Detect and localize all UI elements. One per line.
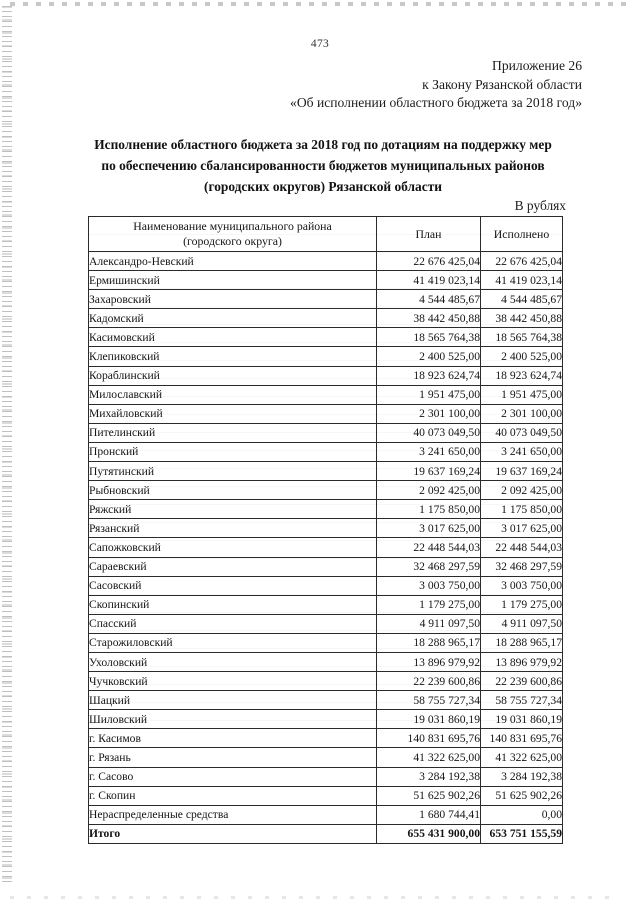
table-row — [89, 366, 563, 385]
table-row — [89, 576, 563, 595]
cell-plan-amount: 2 092 425,00 — [377, 481, 481, 500]
cell-municipality-name: Чучковский — [89, 672, 377, 691]
cell-municipality-name: Кораблинский — [89, 366, 377, 385]
table-row — [89, 786, 563, 805]
cell-municipality-name: Сараевский — [89, 557, 377, 576]
cell-total-label: Итого — [89, 824, 377, 843]
cell-municipality-name: Милославский — [89, 385, 377, 404]
table-row — [89, 442, 563, 461]
cell-plan-amount: 18 565 764,38 — [377, 328, 481, 347]
cell-municipality-name: Пителинский — [89, 423, 377, 442]
cell-plan-amount: 2 400 525,00 — [377, 347, 481, 366]
cell-plan-amount: 2 301 100,00 — [377, 404, 481, 423]
table-body — [89, 252, 563, 844]
cell-municipality-name: Рыбновский — [89, 481, 377, 500]
cell-executed-amount: 22 676 425,04 — [481, 252, 563, 271]
page-number: 473 — [310, 38, 330, 50]
cell-plan-amount: 140 831 695,76 — [377, 729, 481, 748]
document-title-line-3: районов (городских округов) Рязанской области — [204, 158, 545, 194]
cell-plan-amount: 19 637 169,24 — [377, 462, 481, 481]
cell-executed-amount: 58 755 727,34 — [481, 691, 563, 710]
cell-executed-amount: 3 241 650,00 — [481, 442, 563, 461]
cell-municipality-name: Нераспределенные средства — [89, 805, 377, 824]
cell-total-plan: 655 431 900,00 — [377, 824, 481, 843]
cell-executed-amount: 0,00 — [481, 805, 563, 824]
cell-executed-amount: 19 637 169,24 — [481, 462, 563, 481]
cell-plan-amount: 1 179 275,00 — [377, 595, 481, 614]
cell-executed-amount: 3 003 750,00 — [481, 576, 563, 595]
cell-executed-amount: 22 448 544,03 — [481, 538, 563, 557]
table-row — [89, 805, 563, 824]
table-row — [89, 462, 563, 481]
cell-municipality-name: Спасский — [89, 614, 377, 633]
cell-municipality-name: Ряжский — [89, 500, 377, 519]
cell-municipality-name: г. Сасово — [89, 767, 377, 786]
cell-municipality-name: Касимовский — [89, 328, 377, 347]
cell-executed-amount: 41 419 023,14 — [481, 271, 563, 290]
cell-executed-amount: 1 951 475,00 — [481, 385, 563, 404]
cell-municipality-name: Клепиковский — [89, 347, 377, 366]
table-row — [89, 252, 563, 271]
scan-artifact-top-edge — [10, 2, 634, 6]
table-row — [89, 538, 563, 557]
scan-artifact-left-edge — [2, 6, 12, 886]
cell-municipality-name: Сасовский — [89, 576, 377, 595]
column-header-municipality-line-1: Наименование муниципального района — [133, 219, 332, 233]
cell-executed-amount: 18 565 764,38 — [481, 328, 563, 347]
cell-plan-amount: 4 911 097,50 — [377, 614, 481, 633]
cell-plan-amount: 19 031 860,19 — [377, 710, 481, 729]
cell-executed-amount: 18 288 965,17 — [481, 633, 563, 652]
cell-plan-amount: 32 468 297,59 — [377, 557, 481, 576]
cell-municipality-name: Шиловский — [89, 710, 377, 729]
cell-municipality-name: Пронский — [89, 442, 377, 461]
cell-municipality-name: Ухоловский — [89, 652, 377, 671]
cell-plan-amount: 22 448 544,03 — [377, 538, 481, 557]
table-row — [89, 710, 563, 729]
cell-plan-amount: 1 951 475,00 — [377, 385, 481, 404]
table-row — [89, 595, 563, 614]
cell-municipality-name: г. Касимов — [89, 729, 377, 748]
table-row — [89, 347, 563, 366]
cell-executed-amount: 1 175 850,00 — [481, 500, 563, 519]
cell-plan-amount: 3 017 625,00 — [377, 519, 481, 538]
cell-municipality-name: Кадомский — [89, 309, 377, 328]
cell-executed-amount: 2 301 100,00 — [481, 404, 563, 423]
table-row — [89, 748, 563, 767]
cell-municipality-name: Скопинский — [89, 595, 377, 614]
cell-plan-amount: 3 003 750,00 — [377, 576, 481, 595]
column-header-municipality — [89, 217, 377, 252]
cell-executed-amount: 38 442 450,88 — [481, 309, 563, 328]
cell-plan-amount: 13 896 979,92 — [377, 652, 481, 671]
units-note: В рублях — [514, 198, 566, 213]
appendix-law-title: «Об исполнении областного бюджета за 2018 год» — [290, 95, 582, 110]
cell-executed-amount: 32 468 297,59 — [481, 557, 563, 576]
cell-executed-amount: 3 284 192,38 — [481, 767, 563, 786]
column-header-municipality-line-2: (городского округа) — [183, 234, 282, 248]
cell-municipality-name: г. Рязань — [89, 748, 377, 767]
table-row — [89, 557, 563, 576]
table-header — [89, 217, 563, 252]
cell-executed-amount: 18 923 624,74 — [481, 366, 563, 385]
cell-executed-amount: 19 031 860,19 — [481, 710, 563, 729]
cell-municipality-name: г. Скопин — [89, 786, 377, 805]
table-header-row — [89, 217, 563, 252]
table-row — [89, 519, 563, 538]
cell-municipality-name: Михайловский — [89, 404, 377, 423]
cell-executed-amount: 4 544 485,67 — [481, 290, 563, 309]
cell-plan-amount: 3 241 650,00 — [377, 442, 481, 461]
table-row — [89, 404, 563, 423]
column-header-plan: План — [377, 217, 481, 252]
cell-municipality-name: Рязанский — [89, 519, 377, 538]
cell-municipality-name: Старожиловский — [89, 633, 377, 652]
document-title-line-1: Исполнение областного бюджета за 2018 год по дотациям на поддержку — [94, 137, 526, 152]
appendix-law-line: к Закону Рязанской области — [422, 76, 582, 92]
cell-plan-amount: 1 175 850,00 — [377, 500, 481, 519]
cell-plan-amount: 18 288 965,17 — [377, 633, 481, 652]
table-row — [89, 672, 563, 691]
scan-artifact-bottom-edge — [10, 896, 610, 899]
cell-executed-amount: 40 073 049,50 — [481, 423, 563, 442]
table-row — [89, 633, 563, 652]
table-row — [89, 729, 563, 748]
cell-plan-amount: 18 923 624,74 — [377, 366, 481, 385]
table-row — [89, 271, 563, 290]
cell-plan-amount: 4 544 485,67 — [377, 290, 481, 309]
cell-municipality-name: Захаровский — [89, 290, 377, 309]
cell-executed-amount: 2 092 425,00 — [481, 481, 563, 500]
table-row — [89, 481, 563, 500]
cell-plan-amount: 3 284 192,38 — [377, 767, 481, 786]
cell-municipality-name: Сапожковский — [89, 538, 377, 557]
cell-municipality-name: Александро-Невский — [89, 252, 377, 271]
cell-executed-amount: 51 625 902,26 — [481, 786, 563, 805]
cell-plan-amount: 22 676 425,04 — [377, 252, 481, 271]
cell-executed-amount: 22 239 600,86 — [481, 672, 563, 691]
table-row — [89, 767, 563, 786]
cell-executed-amount: 140 831 695,76 — [481, 729, 563, 748]
table-row — [89, 385, 563, 404]
budget-table-container — [88, 216, 562, 844]
cell-plan-amount: 51 625 902,26 — [377, 786, 481, 805]
appendix-reference-block — [290, 57, 582, 113]
appendix-number: Приложение 26 — [492, 58, 582, 73]
table-row — [89, 309, 563, 328]
cell-plan-amount: 38 442 450,88 — [377, 309, 481, 328]
cell-plan-amount: 22 239 600,86 — [377, 672, 481, 691]
cell-municipality-name: Ермишинский — [89, 271, 377, 290]
cell-executed-amount: 2 400 525,00 — [481, 347, 563, 366]
cell-municipality-name: Путятинский — [89, 462, 377, 481]
cell-executed-amount: 1 179 275,00 — [481, 595, 563, 614]
cell-plan-amount: 41 322 625,00 — [377, 748, 481, 767]
cell-plan-amount: 1 680 744,41 — [377, 805, 481, 824]
cell-executed-amount: 13 896 979,92 — [481, 652, 563, 671]
document-title-line-2: мер по обеспечению сбалансированности бюджетов муниципальных — [101, 137, 552, 173]
table-total-row — [89, 824, 563, 843]
table-row — [89, 500, 563, 519]
table-row — [89, 652, 563, 671]
table-row — [89, 290, 563, 309]
cell-executed-amount: 41 322 625,00 — [481, 748, 563, 767]
cell-plan-amount: 58 755 727,34 — [377, 691, 481, 710]
cell-total-executed: 653 751 155,59 — [481, 824, 563, 843]
table-row — [89, 328, 563, 347]
table-row — [89, 423, 563, 442]
budget-table — [88, 216, 563, 844]
cell-plan-amount: 40 073 049,50 — [377, 423, 481, 442]
column-header-executed: Исполнено — [481, 217, 563, 252]
table-row — [89, 691, 563, 710]
cell-executed-amount: 3 017 625,00 — [481, 519, 563, 538]
cell-executed-amount: 4 911 097,50 — [481, 614, 563, 633]
cell-municipality-name: Шацкий — [89, 691, 377, 710]
document-title — [88, 134, 558, 197]
table-row — [89, 614, 563, 633]
cell-plan-amount: 41 419 023,14 — [377, 271, 481, 290]
